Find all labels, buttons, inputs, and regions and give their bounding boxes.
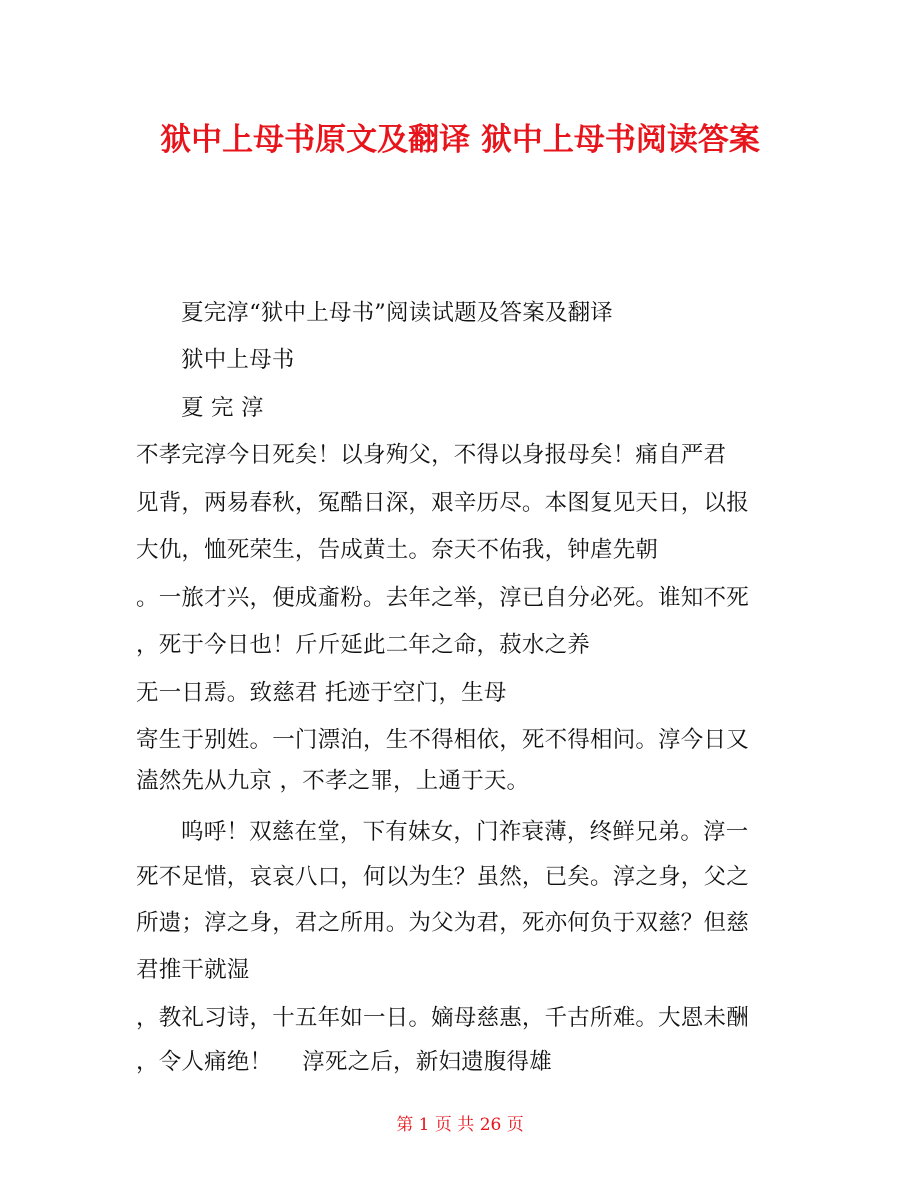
text-line: 见背，两易春秋，冤酷日深，艰辛历尽。本图复见天日，以报 — [136, 490, 749, 516]
text-line: 所遗；淳之身，君之所用。为父为君，死亦何负于双慈？但慈 — [136, 910, 749, 936]
text-line: ，令人痛绝！ 淳死之后，新妇遗腹得雄 — [136, 1049, 552, 1075]
text-line: ，教礼习诗，十五年如一日。嫡母慈惠，千古所难。大恩未酬 — [136, 1005, 749, 1031]
text-line: 夏 完 淳 — [181, 395, 264, 421]
document-title: 狱中上母书原文及翻译 狱中上母书阅读答案 — [160, 122, 760, 158]
text-line: ，死于今日也！斤斤延此二年之命，菽水之养 — [136, 632, 591, 658]
text-line: 不孝完淳今日死矣！以身殉父，不得以身报母矣！痛自严君 — [136, 442, 727, 468]
text-line: 死不足惜，哀哀八口，何以为生？虽然，已矣。淳之身，父之 — [136, 864, 749, 890]
text-line: 寄生于别姓。一门漂泊，生不得相依，死不得相问。淳今日又 — [136, 727, 749, 753]
text-line: 君推干就湿 — [136, 957, 250, 983]
text-line: 夏完淳“狱中上母书”阅读试题及答案及翻译 — [181, 300, 614, 326]
text-line: 。一旅才兴，便成齑粉。去年之举，淳已自分必死。谁知不死 — [136, 585, 749, 611]
text-line: 大仇，恤死荣生，告成黄土。奈天不佑我，钟虐先朝 — [136, 537, 659, 563]
page-number-footer: 第 1 页 共 26 页 — [396, 1115, 524, 1135]
text-line: 无一日焉。致慈君 托迹于空门，生母 — [136, 680, 507, 706]
text-line: 狱中上母书 — [181, 347, 295, 373]
text-line: 溘然先从九京 ，不孝之罪，上通于天。 — [136, 768, 530, 794]
text-line: 呜呼！双慈在堂，下有妹女，门祚衰薄，终鲜兄弟。淳一 — [181, 819, 749, 845]
